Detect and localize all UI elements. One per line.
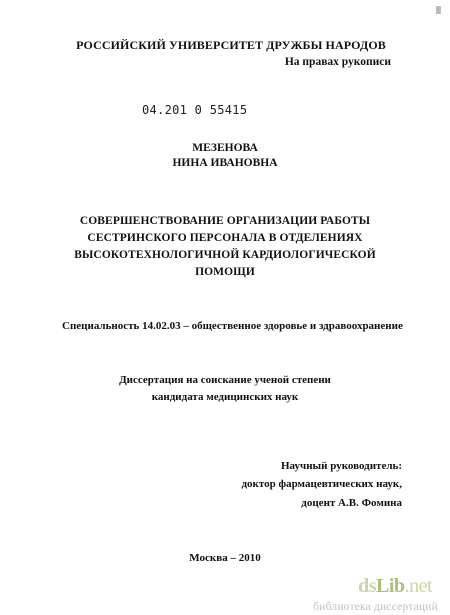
author-name: НИНА ИВАНОВНА — [172, 157, 278, 169]
thesis-title-line: СЕСТРИНСКОГО ПЕРСОНАЛА В ОТДЕЛЕНИЯХ — [87, 232, 363, 244]
degree-line: Диссертация на соискание ученой степени — [119, 374, 331, 386]
thesis-title-line: ПОМОЩИ — [195, 266, 255, 278]
corner-mark — [436, 6, 441, 14]
supervisor-name: доцент А.В. Фомина — [301, 497, 402, 509]
city-year: Москва – 2010 — [189, 552, 261, 564]
thesis-title-line: ВЫСОКОТЕХНОЛОГИЧНОЙ КАРДИОЛОГИЧЕСКОЙ — [74, 249, 376, 261]
watermark-subtitle: библиотека диссертаций — [313, 601, 438, 613]
logo-ds-text: ds — [358, 575, 377, 597]
logo-net-text: .net — [404, 575, 432, 597]
university-name: РОССИЙСКИЙ УНИВЕРСИТЕТ ДРУЖБЫ НАРОДОВ — [76, 38, 386, 52]
thesis-title-line: СОВЕРШЕНСТВОВАНИЕ ОРГАНИЗАЦИИ РАБОТЫ — [79, 215, 371, 227]
dslib-logo — [358, 575, 432, 598]
supervisor-degree: доктор фармацевтических наук, — [241, 478, 402, 490]
logo-lib-text: Lib — [376, 575, 405, 597]
degree-line: кандидата медицинских наук — [151, 391, 299, 403]
library-stamp-number: 04.201 0 55415 — [142, 103, 248, 117]
manuscript-rights-note: На правах рукописи — [284, 56, 391, 68]
author-surname: МЕЗЕНОВА — [192, 142, 258, 154]
specialty-line: Специальность 14.02.03 – общественное здоровье и здравоохранение — [62, 320, 403, 332]
supervisor-heading: Научный руководитель: — [281, 460, 402, 472]
